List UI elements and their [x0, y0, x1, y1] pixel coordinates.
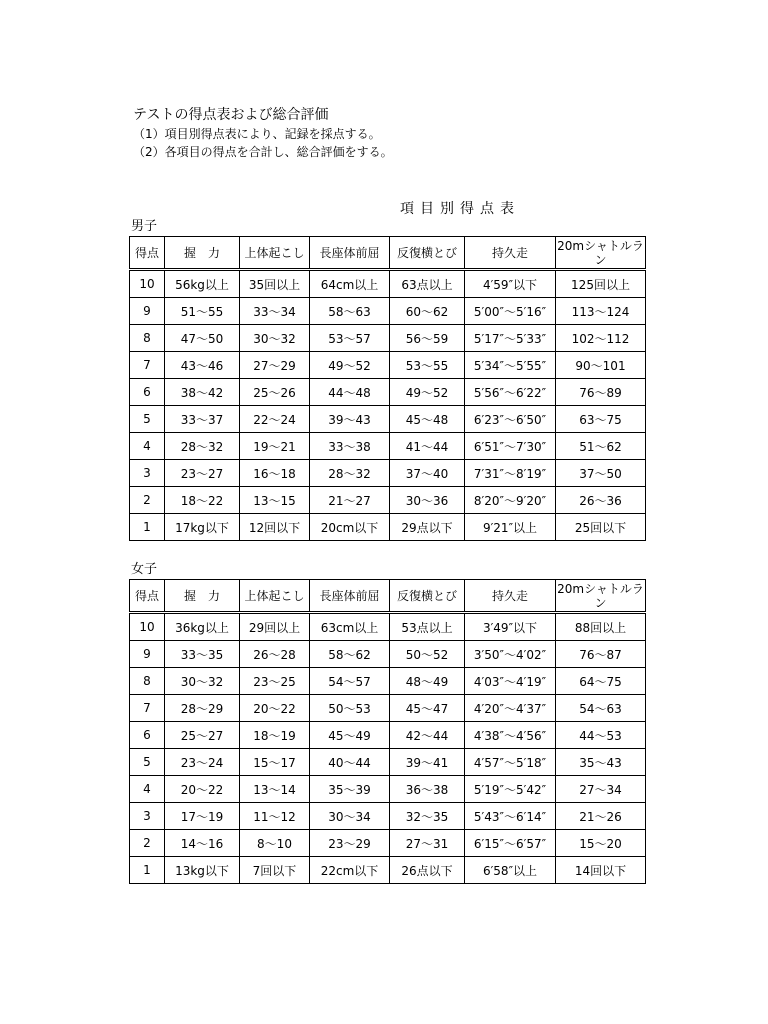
table-cell: 6′15″〜6′57″ [465, 830, 556, 857]
table-cell: 29回以上 [240, 613, 310, 641]
table-cell: 5′19″〜5′42″ [465, 776, 556, 803]
table-cell: 60〜62 [390, 298, 465, 325]
table-cell: 5′56″〜6′22″ [465, 379, 556, 406]
table-cell: 76〜89 [556, 379, 646, 406]
table-cell: 45〜47 [390, 695, 465, 722]
table-cell: 51〜62 [556, 433, 646, 460]
male-score-table [129, 236, 646, 541]
score-cell: 7 [130, 352, 165, 379]
document-title: テストの得点表および総合評価 [133, 107, 329, 123]
table-cell: 33〜37 [165, 406, 240, 433]
table-cell: 30〜36 [390, 487, 465, 514]
score-cell: 4 [130, 776, 165, 803]
table-cell: 44〜53 [556, 722, 646, 749]
table-cell: 25〜26 [240, 379, 310, 406]
table-row [130, 830, 646, 857]
table-cell: 76〜87 [556, 641, 646, 668]
column-header: 長座体前屈 [310, 237, 390, 270]
table-cell: 4′57″〜5′18″ [465, 749, 556, 776]
table-cell: 88回以上 [556, 613, 646, 641]
table-cell: 13kg以下 [165, 857, 240, 884]
table-cell: 23〜25 [240, 668, 310, 695]
table-cell: 9′21″以上 [465, 514, 556, 541]
table-cell: 63点以上 [390, 270, 465, 298]
table-cell: 63cm以上 [310, 613, 390, 641]
table-cell: 45〜49 [310, 722, 390, 749]
column-header: 持久走 [465, 237, 556, 270]
score-cell: 8 [130, 325, 165, 352]
table-row [130, 749, 646, 776]
table-cell: 53〜57 [310, 325, 390, 352]
table-cell: 35〜43 [556, 749, 646, 776]
table-cell: 53〜55 [390, 352, 465, 379]
table-cell: 15〜20 [556, 830, 646, 857]
table-cell: 12回以下 [240, 514, 310, 541]
table-cell: 4′20″〜4′37″ [465, 695, 556, 722]
table-cell: 49〜52 [390, 379, 465, 406]
table-cell: 39〜41 [390, 749, 465, 776]
table-cell: 6′58″以上 [465, 857, 556, 884]
table-cell: 27〜34 [556, 776, 646, 803]
table-cell: 49〜52 [310, 352, 390, 379]
table-row [130, 487, 646, 514]
table-cell: 48〜49 [390, 668, 465, 695]
female-score-table [129, 579, 646, 884]
table-row [130, 803, 646, 830]
table-cell: 33〜35 [165, 641, 240, 668]
table-cell: 17〜19 [165, 803, 240, 830]
table-cell: 56〜59 [390, 325, 465, 352]
table-cell: 42〜44 [390, 722, 465, 749]
table-cell: 36kg以上 [165, 613, 240, 641]
table-row [130, 433, 646, 460]
table-cell: 21〜27 [310, 487, 390, 514]
table-row [130, 352, 646, 379]
table-row [130, 722, 646, 749]
instruction-line-2: （2）各項目の得点を合計し、総合評価をする。 [133, 145, 393, 159]
table-cell: 4′03″〜4′19″ [465, 668, 556, 695]
table-cell: 125回以上 [556, 270, 646, 298]
table-cell: 5′17″〜5′33″ [465, 325, 556, 352]
score-cell: 7 [130, 695, 165, 722]
table-cell: 47〜50 [165, 325, 240, 352]
table-cell: 23〜29 [310, 830, 390, 857]
table-cell: 33〜38 [310, 433, 390, 460]
table-row [130, 270, 646, 298]
table-cell: 28〜32 [310, 460, 390, 487]
table-cell: 7′31″〜8′19″ [465, 460, 556, 487]
table-cell: 5′34″〜5′55″ [465, 352, 556, 379]
table-cell: 15〜17 [240, 749, 310, 776]
table-cell: 50〜53 [310, 695, 390, 722]
table-cell: 28〜29 [165, 695, 240, 722]
score-cell: 8 [130, 668, 165, 695]
table-cell: 28〜32 [165, 433, 240, 460]
table-cell: 3′50″〜4′02″ [465, 641, 556, 668]
score-cell: 2 [130, 487, 165, 514]
column-header: 長座体前屈 [310, 580, 390, 613]
score-cell: 2 [130, 830, 165, 857]
male-label: 男子 [131, 219, 158, 234]
table-cell: 63〜75 [556, 406, 646, 433]
table-cell: 37〜40 [390, 460, 465, 487]
table-cell: 13〜14 [240, 776, 310, 803]
table-cell: 45〜48 [390, 406, 465, 433]
table-cell: 20〜22 [240, 695, 310, 722]
table-cell: 5′43″〜6′14″ [465, 803, 556, 830]
score-cell: 6 [130, 722, 165, 749]
male-table-body [130, 270, 646, 541]
score-cell: 3 [130, 460, 165, 487]
table-cell: 8′20″〜9′20″ [465, 487, 556, 514]
table-cell: 11〜12 [240, 803, 310, 830]
table-cell: 56kg以上 [165, 270, 240, 298]
column-header: 得点 [130, 237, 165, 270]
header-row [130, 580, 646, 613]
table-cell: 64cm以上 [310, 270, 390, 298]
table-row [130, 641, 646, 668]
table-row [130, 460, 646, 487]
table-cell: 13〜15 [240, 487, 310, 514]
table-cell: 22〜24 [240, 406, 310, 433]
score-cell: 5 [130, 406, 165, 433]
table-cell: 23〜27 [165, 460, 240, 487]
column-header: 反復横とび [390, 237, 465, 270]
table-cell: 6′23″〜6′50″ [465, 406, 556, 433]
column-header: 握 力 [165, 237, 240, 270]
table-cell: 90〜101 [556, 352, 646, 379]
table-cell: 36〜38 [390, 776, 465, 803]
table-row [130, 613, 646, 641]
table-cell: 3′49″以下 [465, 613, 556, 641]
table-title: 項目別得点表 [400, 201, 520, 217]
table-cell: 6′51″〜7′30″ [465, 433, 556, 460]
table-cell: 30〜34 [310, 803, 390, 830]
score-cell: 10 [130, 613, 165, 641]
table-cell: 8〜10 [240, 830, 310, 857]
intro [133, 105, 393, 161]
table-cell: 18〜22 [165, 487, 240, 514]
table-cell: 102〜112 [556, 325, 646, 352]
table-cell: 29点以下 [390, 514, 465, 541]
table-cell: 53点以上 [390, 613, 465, 641]
table-cell: 32〜35 [390, 803, 465, 830]
table-cell: 20cm以下 [310, 514, 390, 541]
table-cell: 43〜46 [165, 352, 240, 379]
table-cell: 16〜18 [240, 460, 310, 487]
table-cell: 4′38″〜4′56″ [465, 722, 556, 749]
header-row [130, 237, 646, 270]
table-cell: 30〜32 [240, 325, 310, 352]
score-cell: 6 [130, 379, 165, 406]
table-row [130, 695, 646, 722]
column-header: 上体起こし [240, 580, 310, 613]
table-cell: 37〜50 [556, 460, 646, 487]
female-table-body [130, 613, 646, 884]
score-cell: 3 [130, 803, 165, 830]
column-header: 握 力 [165, 580, 240, 613]
table-cell: 5′00″〜5′16″ [465, 298, 556, 325]
table-cell: 113〜124 [556, 298, 646, 325]
table-cell: 14〜16 [165, 830, 240, 857]
score-cell: 9 [130, 298, 165, 325]
table-row [130, 325, 646, 352]
score-cell: 5 [130, 749, 165, 776]
table-cell: 54〜63 [556, 695, 646, 722]
table-cell: 18〜19 [240, 722, 310, 749]
instruction-line-1: （1）項目別得点表により、記録を採点する。 [133, 127, 381, 141]
female-label: 女子 [131, 562, 158, 577]
table-cell: 44〜48 [310, 379, 390, 406]
table-cell: 38〜42 [165, 379, 240, 406]
table-cell: 20〜22 [165, 776, 240, 803]
table-cell: 27〜31 [390, 830, 465, 857]
column-header: 20mシャトルラン [556, 580, 646, 613]
table-cell: 19〜21 [240, 433, 310, 460]
table-cell: 7回以下 [240, 857, 310, 884]
table-cell: 23〜24 [165, 749, 240, 776]
table-cell: 35〜39 [310, 776, 390, 803]
table-row [130, 379, 646, 406]
column-header: 反復横とび [390, 580, 465, 613]
score-cell: 1 [130, 857, 165, 884]
table-row [130, 298, 646, 325]
table-cell: 33〜34 [240, 298, 310, 325]
column-header: 持久走 [465, 580, 556, 613]
table-cell: 21〜26 [556, 803, 646, 830]
table-cell: 39〜43 [310, 406, 390, 433]
table-cell: 35回以上 [240, 270, 310, 298]
table-cell: 17kg以下 [165, 514, 240, 541]
table-cell: 41〜44 [390, 433, 465, 460]
score-cell: 10 [130, 270, 165, 298]
column-header: 上体起こし [240, 237, 310, 270]
table-cell: 64〜75 [556, 668, 646, 695]
table-row [130, 406, 646, 433]
table-cell: 51〜55 [165, 298, 240, 325]
table-cell: 58〜63 [310, 298, 390, 325]
table-cell: 30〜32 [165, 668, 240, 695]
table-cell: 14回以下 [556, 857, 646, 884]
table-cell: 4′59″以下 [465, 270, 556, 298]
table-cell: 26〜28 [240, 641, 310, 668]
score-cell: 9 [130, 641, 165, 668]
table-cell: 25〜27 [165, 722, 240, 749]
table-cell: 54〜57 [310, 668, 390, 695]
score-cell: 4 [130, 433, 165, 460]
table-row [130, 668, 646, 695]
table-cell: 26〜36 [556, 487, 646, 514]
table-cell: 50〜52 [390, 641, 465, 668]
table-row [130, 776, 646, 803]
table-cell: 25回以下 [556, 514, 646, 541]
table-cell: 40〜44 [310, 749, 390, 776]
score-cell: 1 [130, 514, 165, 541]
table-cell: 27〜29 [240, 352, 310, 379]
table-cell: 26点以下 [390, 857, 465, 884]
table-row [130, 514, 646, 541]
column-header: 20mシャトルラン [556, 237, 646, 270]
table-cell: 22cm以下 [310, 857, 390, 884]
column-header: 得点 [130, 580, 165, 613]
table-cell: 58〜62 [310, 641, 390, 668]
table-row [130, 857, 646, 884]
